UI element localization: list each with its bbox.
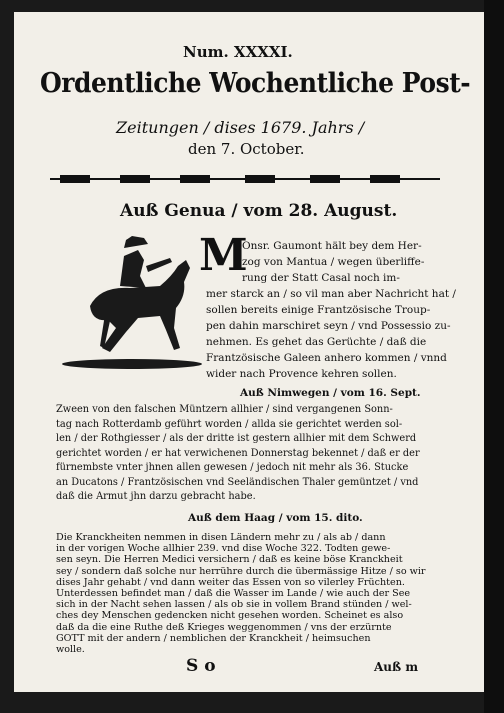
text-line: sollen bereits einige Frantzösische Troup- (206, 304, 431, 316)
text-line: zog von Mantua / wegen überliffe- (242, 256, 425, 268)
text-line: GOTT mit der andern / nemblichen der Kranckheit / heimsuchen (56, 632, 371, 644)
issue-number: Num. XXXXI. (183, 43, 293, 61)
scan-edge (484, 0, 504, 713)
text-line: len / der Rothgiesser / als der dritte ist gestern allhier mit dem Schwerd (56, 433, 417, 444)
drop-cap: M (199, 230, 248, 281)
subtitle-line-1: Zeitungen / dises 1679. Jahrs / (116, 118, 365, 137)
text-line: tag nach Rotterdamb geführt worden / allda sie gerichtet werden sol- (56, 418, 403, 430)
text-line: nehmen. Es gehet das Gerüchte / daß die (206, 336, 427, 348)
text-line: ches dey Menschen gedencken nicht gesehen worden. Scheinet es also (56, 610, 404, 622)
newspaper-title: Ordentliche Wochentliche Post- (40, 68, 471, 99)
text-line: Onsr. Gaumont hält bey dem Her- (242, 240, 422, 252)
text-line: pen dahin marschiret seyn / vnd Possessio zu- (206, 320, 451, 332)
text-line: sich in der Nacht sehen lassen / als ob sie in vollem Brand stünden / wel- (56, 599, 412, 611)
dateline-haag: Auß dem Haag / vom 15. dito. (188, 512, 363, 524)
subtitle-line-2: den 7. October. (188, 140, 305, 158)
text-line: mer starck an / so vil man aber Nachricht hat / (206, 288, 456, 300)
text-line: Die Kranckheiten nemmen in disen Ländern mehr zu / als ab / dann (56, 532, 386, 543)
text-line: rung der Statt Casal noch im- (242, 272, 400, 284)
text-line: sen seyn. Die Herren Medici versichern / daß es keine böse Kranckheit (56, 554, 403, 566)
text-line: daß da die eine Ruthe deß Krieges weggenommen / vns der erzürnte (56, 621, 392, 633)
text-line: sey / sondern daß solche nur herrühre durch die übermässige Hitze / so wir (56, 565, 426, 577)
text-line: dises Jahr gehabt / vnd dann weiter das Essen von so vilerley Früchten. (56, 576, 405, 588)
dateline-nimwegen: Auß Nimwegen / vom 16. Sept. (240, 387, 421, 399)
ornamental-divider-icon (50, 172, 440, 186)
catchword: Auß m (374, 660, 419, 674)
horseman-woodcut-icon (60, 236, 204, 374)
text-line: wider nach Provence kehren sollen. (206, 368, 397, 380)
text-line: in der vorigen Woche allhier 239. vnd dise Woche 322. Todten gewe- (56, 543, 391, 555)
text-line: Zween von den falschen Müntzern allhier / sind vergangenen Sonn- (56, 404, 393, 415)
text-line: Frantzösische Galeen anhero kommen / vnnd (206, 352, 447, 364)
dateline-genua: Auß Genua / vom 28. August. (120, 201, 398, 221)
text-line: an Ducatons / Frantzösischen vnd Seeländischen Thaler gemüntzet / vnd (56, 476, 419, 488)
text-line: fürnembste vnter jhnen allen gewesen / jedoch nit mehr als 36. Stucke (56, 462, 409, 473)
text-line: wolle. (56, 644, 85, 655)
text-line: Unterdessen befindet man / daß die Wasser im Lande / wie auch der See (56, 588, 411, 599)
signature-mark: S o (186, 656, 216, 676)
text-line: daß die Armut jhn darzu gebracht habe. (56, 491, 256, 502)
text-line: gerichtet worden / er hat verwichenen Donnerstag bekennet / daß er der (56, 447, 420, 459)
